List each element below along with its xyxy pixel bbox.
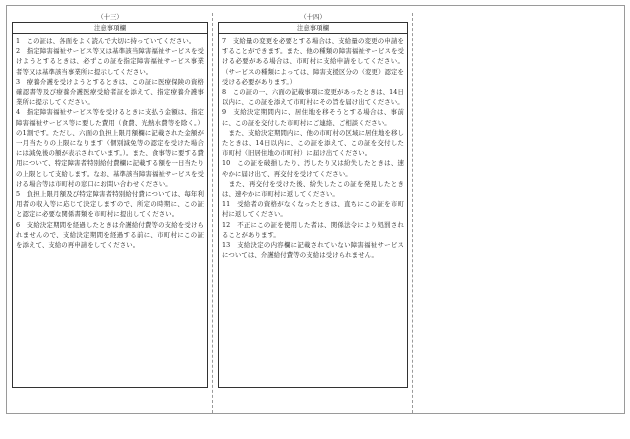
note-9: 9 支給決定期間内に、居住地を移そうとする場合は、事前に、この証を交付した市町村にご連絡、ご相談ください。 [222,108,404,127]
note-10: 10 この証を破損したり、汚したり又は紛失したときは、速やかに届け出て、再交付を受けてください。 [222,159,404,178]
note-6: 6 支給決定期間を経過したときは介護給付費等の支給を受けられませんので、支給決定期間を経過する前に、市町村にこの証を添えて、支給の再申請をしてください。 [16,220,204,250]
note-7: 7 支給量の変更を必要とする場合は、支給量の変更の申請をすることができます。また、他の種類の障害福祉サービスを受ける必要がある場合は、市町村に支給申請をしてください。（サービスの種類によっては、障害支援区分の（変更）認定を受ける必要があります。） [222,37,404,86]
notes-body [219,34,407,260]
certificate-sheet [6,5,625,414]
note-3: 3 療養介護を受けようとするときは、この証に医療保険の資格確認書等及び療養介護医療受給者証を添えて、指定療養介護事業所に提示してください。 [16,77,204,107]
note-12: 12 不正にこの証を使用した者は、関係法令により処罰されることがあります。 [222,220,404,239]
panel-13 [12,14,208,388]
note-11: 11 受給者の資格がなくなったときは、直ちにこの証を市町村に返してください。 [222,200,404,219]
note-4: 4 指定障害福祉サービス等を受けるときに支払う金額は、指定障害福祉サービス等に要した費用（食費、光熱水費等を除く。）の1割です。ただし、六面の負担上限月額欄に記載された金額が一月当たりの上限になります（個別減免等の認定を受けた場合には減免後の額が表示されています。）。また、食事等に要する費用について、特定障害者特別給付費欄に記載する額を一日当たりの上限として支給します。なお、基準該当障害福祉サービスを受ける場合等は市町村の窓口にお問い合わせください。 [16,108,204,188]
panel-14 [218,14,408,388]
note-9-continued: また、支給決定期間内に、他の市町村の区域に居住地を移したときは、14日以内に、この証を添えて、この証を交付した市町村（旧居住地の市町村）に届け出てください。 [222,128,404,158]
notes-heading: 注意事項欄 [219,23,407,34]
note-10-continued: また、再交付を受けた後、紛失したこの証を発見したときは、速やかに市町村に返してください。 [222,179,404,199]
notes-box [12,22,208,388]
panel-title: （十四） [300,13,326,21]
note-2: 2 指定障害福祉サービス等又は基準該当障害福祉サービスを受けようとするときは、必ずこの証を指定障害福祉サービス事業者等又は基準該当事業所に提示してください。 [16,47,204,76]
panel-title: （十三） [97,13,123,21]
note-1: 1 この証は、各面をよく読んで大切に持っていてください。 [16,37,196,45]
note-8: 8 この証の一、六面の記載事項に変更があったときは、14日以内に、この証を添えて市町村にその旨を届け出てください。 [222,88,404,107]
note-5: 5 負担上限月額及び特定障害者特別給付費については、毎年利用者の収入等に応じて決定しますので、所定の時期に、この証と認定に必要な関係書類を市町村に提出してください。 [16,190,204,219]
fold-line-2 [412,13,413,413]
notes-box [218,22,408,388]
note-13: 13 支給決定の内容欄に記載されていない障害福祉サービスについては、介護給付費等の支給は受けられません。 [222,241,404,260]
notes-heading: 注意事項欄 [13,23,207,34]
notes-body [13,34,207,250]
fold-line-1 [212,13,213,413]
